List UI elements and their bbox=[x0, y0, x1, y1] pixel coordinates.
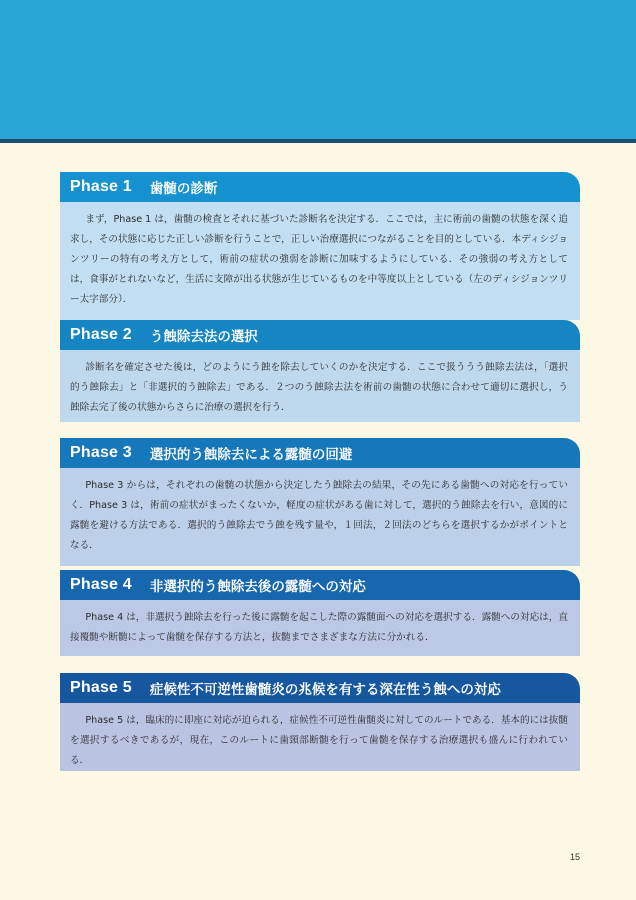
phase-5-section bbox=[60, 673, 580, 771]
phase-4-title: 非選択的う蝕除去後の露髄への対応 bbox=[149, 579, 366, 595]
phase-5-title: 症候性不可逆性歯髄炎の兆候を有する深在性う蝕への対応 bbox=[149, 682, 501, 698]
phase-4-body: Phase 4 は，非選択う蝕除去を行った後に露髄を起こした際の露髄面への対応を選択する．露髄への対応は，直接覆髄や断髄によって歯髄を保存する方法と，抜髄までさまざまな方法に分かれる． bbox=[60, 600, 580, 656]
phase-2-section bbox=[60, 320, 580, 422]
phase-3-section bbox=[60, 438, 580, 566]
phase-5-header bbox=[60, 673, 580, 703]
phase-4-section bbox=[60, 570, 580, 656]
phase-1-title: 歯髄の診断 bbox=[149, 181, 218, 197]
phase-4-header bbox=[60, 570, 580, 600]
phase-2-body: 診断名を確定させた後は，どのようにう蝕を除去していくのかを決定する．ここで扱ううう蝕除去法は，「選択的う蝕除去」と「非選択的う蝕除去」である．２つのう蝕除去法を術前の歯髄の状態に合わせて適切に選択し，う蝕除去完了後の状態からさらに治療の選択を行う． bbox=[60, 350, 580, 422]
phase-1-header bbox=[60, 172, 580, 202]
phase-1-section bbox=[60, 172, 580, 320]
phase-5-body: Phase 5 は，臨床的に即座に対応が迫られる，症候性不可逆性歯髄炎に対してのルートである．基本的には抜髄を選択するべきであるが，現在，このルートに歯頸部断髄を行って歯髄を保存する治療選択も盛んに行われている． bbox=[60, 703, 580, 771]
phase-5-label: Phase 5 bbox=[70, 679, 132, 696]
top-band-underline bbox=[0, 139, 636, 143]
phase-2-label: Phase 2 bbox=[70, 326, 132, 343]
phase-2-title: う蝕除去法の選択 bbox=[149, 329, 258, 345]
phase-1-body: まず，Phase 1 は，歯髄の検査とそれに基づいた診断名を決定する．ここでは，主に術前の歯髄の状態を深く追求し，その状態に応じた正しい診断を行うことで，正しい治療選択につながることを目的としている．本ディシジョンツリーの特有の考え方として，術前の症状の強弱を診断に加味するようにしている．その強弱の考え方としては，食事がとれないなど，生活に支障が出る状態が生じているものを中等度以上としている（左のディシジョンツリー太字部分）． bbox=[60, 202, 580, 320]
phase-3-title: 選択的う蝕除去による露髄の回避 bbox=[149, 447, 353, 463]
phase-3-label: Phase 3 bbox=[70, 444, 132, 461]
phase-1-label: Phase 1 bbox=[70, 178, 132, 195]
phase-2-header bbox=[60, 320, 580, 350]
phase-3-body: Phase 3 からは，それぞれの歯髄の状態から決定したう蝕除去の結果，その先にある歯髄への対応を行っていく．Phase 3 は，術前の症状がまったくないか，軽度の症状がある歯に対して，選択的う蝕除去を行い，意図的に露髄を避ける方法である．選択的う蝕除去でう蝕を残す量や，１回法，２回法のどちらを選択するかがポイントとなる． bbox=[60, 468, 580, 566]
phase-4-label: Phase 4 bbox=[70, 576, 132, 593]
top-color-band bbox=[0, 0, 636, 139]
page-number: 15 bbox=[570, 852, 581, 862]
phase-3-header bbox=[60, 438, 580, 468]
